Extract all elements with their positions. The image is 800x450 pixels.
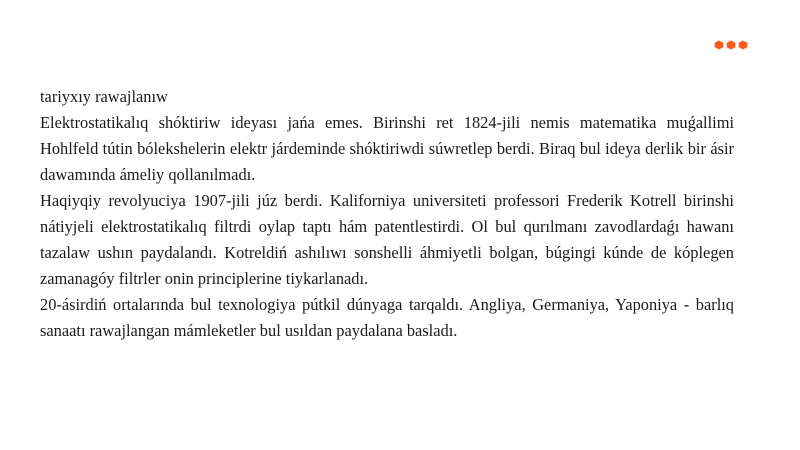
three-dots-icon xyxy=(714,40,748,50)
hexagon-dot-icon xyxy=(738,40,748,50)
paragraph-revolution: Haqiyqiy revolyuciya 1907-jili júz berdi. Kaliforniya universiteti professori Frederik Kotrell birinshi nátiyjeli elektrostatikalıq filtrdi oylap taptı hám patentlestirdi. Ol bul qurılmanı zavodlardaǵı hawanı tazalaw ushın paydalandı. Kotreldiń ashılıwı sonshelli áhmiyetli bolgan, búgingi kúnde de kóplegen zamanagóy filtrler onin principlerine tiykarlanadı. xyxy=(40,191,734,288)
slide-title: tariyxıy rawajlanıw xyxy=(40,87,168,106)
hexagon-dot-icon xyxy=(714,40,724,50)
slide-body xyxy=(40,84,734,344)
paragraph-history-intro: Elektrostatikalıq shóktiriw ideyası jańa emes. Birinshi ret 1824-jili nemis matematika muǵallimi Hohlfeld tútin bólekshelerin elektr járdeminde shóktiriwdi súwretlep berdi. Biraq bul ideya derlik bir ásir dawamında ámeliy qollanılmadı. xyxy=(40,113,734,184)
hexagon-dot-icon xyxy=(726,40,736,50)
paragraph-spread: 20-ásirdiń ortalarında bul texnologiya pútkil dúnyaga tarqaldı. Angliya, Germaniya, Yaponiya - barlıq sanaatı rawajlangan mámleketler bul usıldan paydalana basladı. xyxy=(40,295,734,340)
